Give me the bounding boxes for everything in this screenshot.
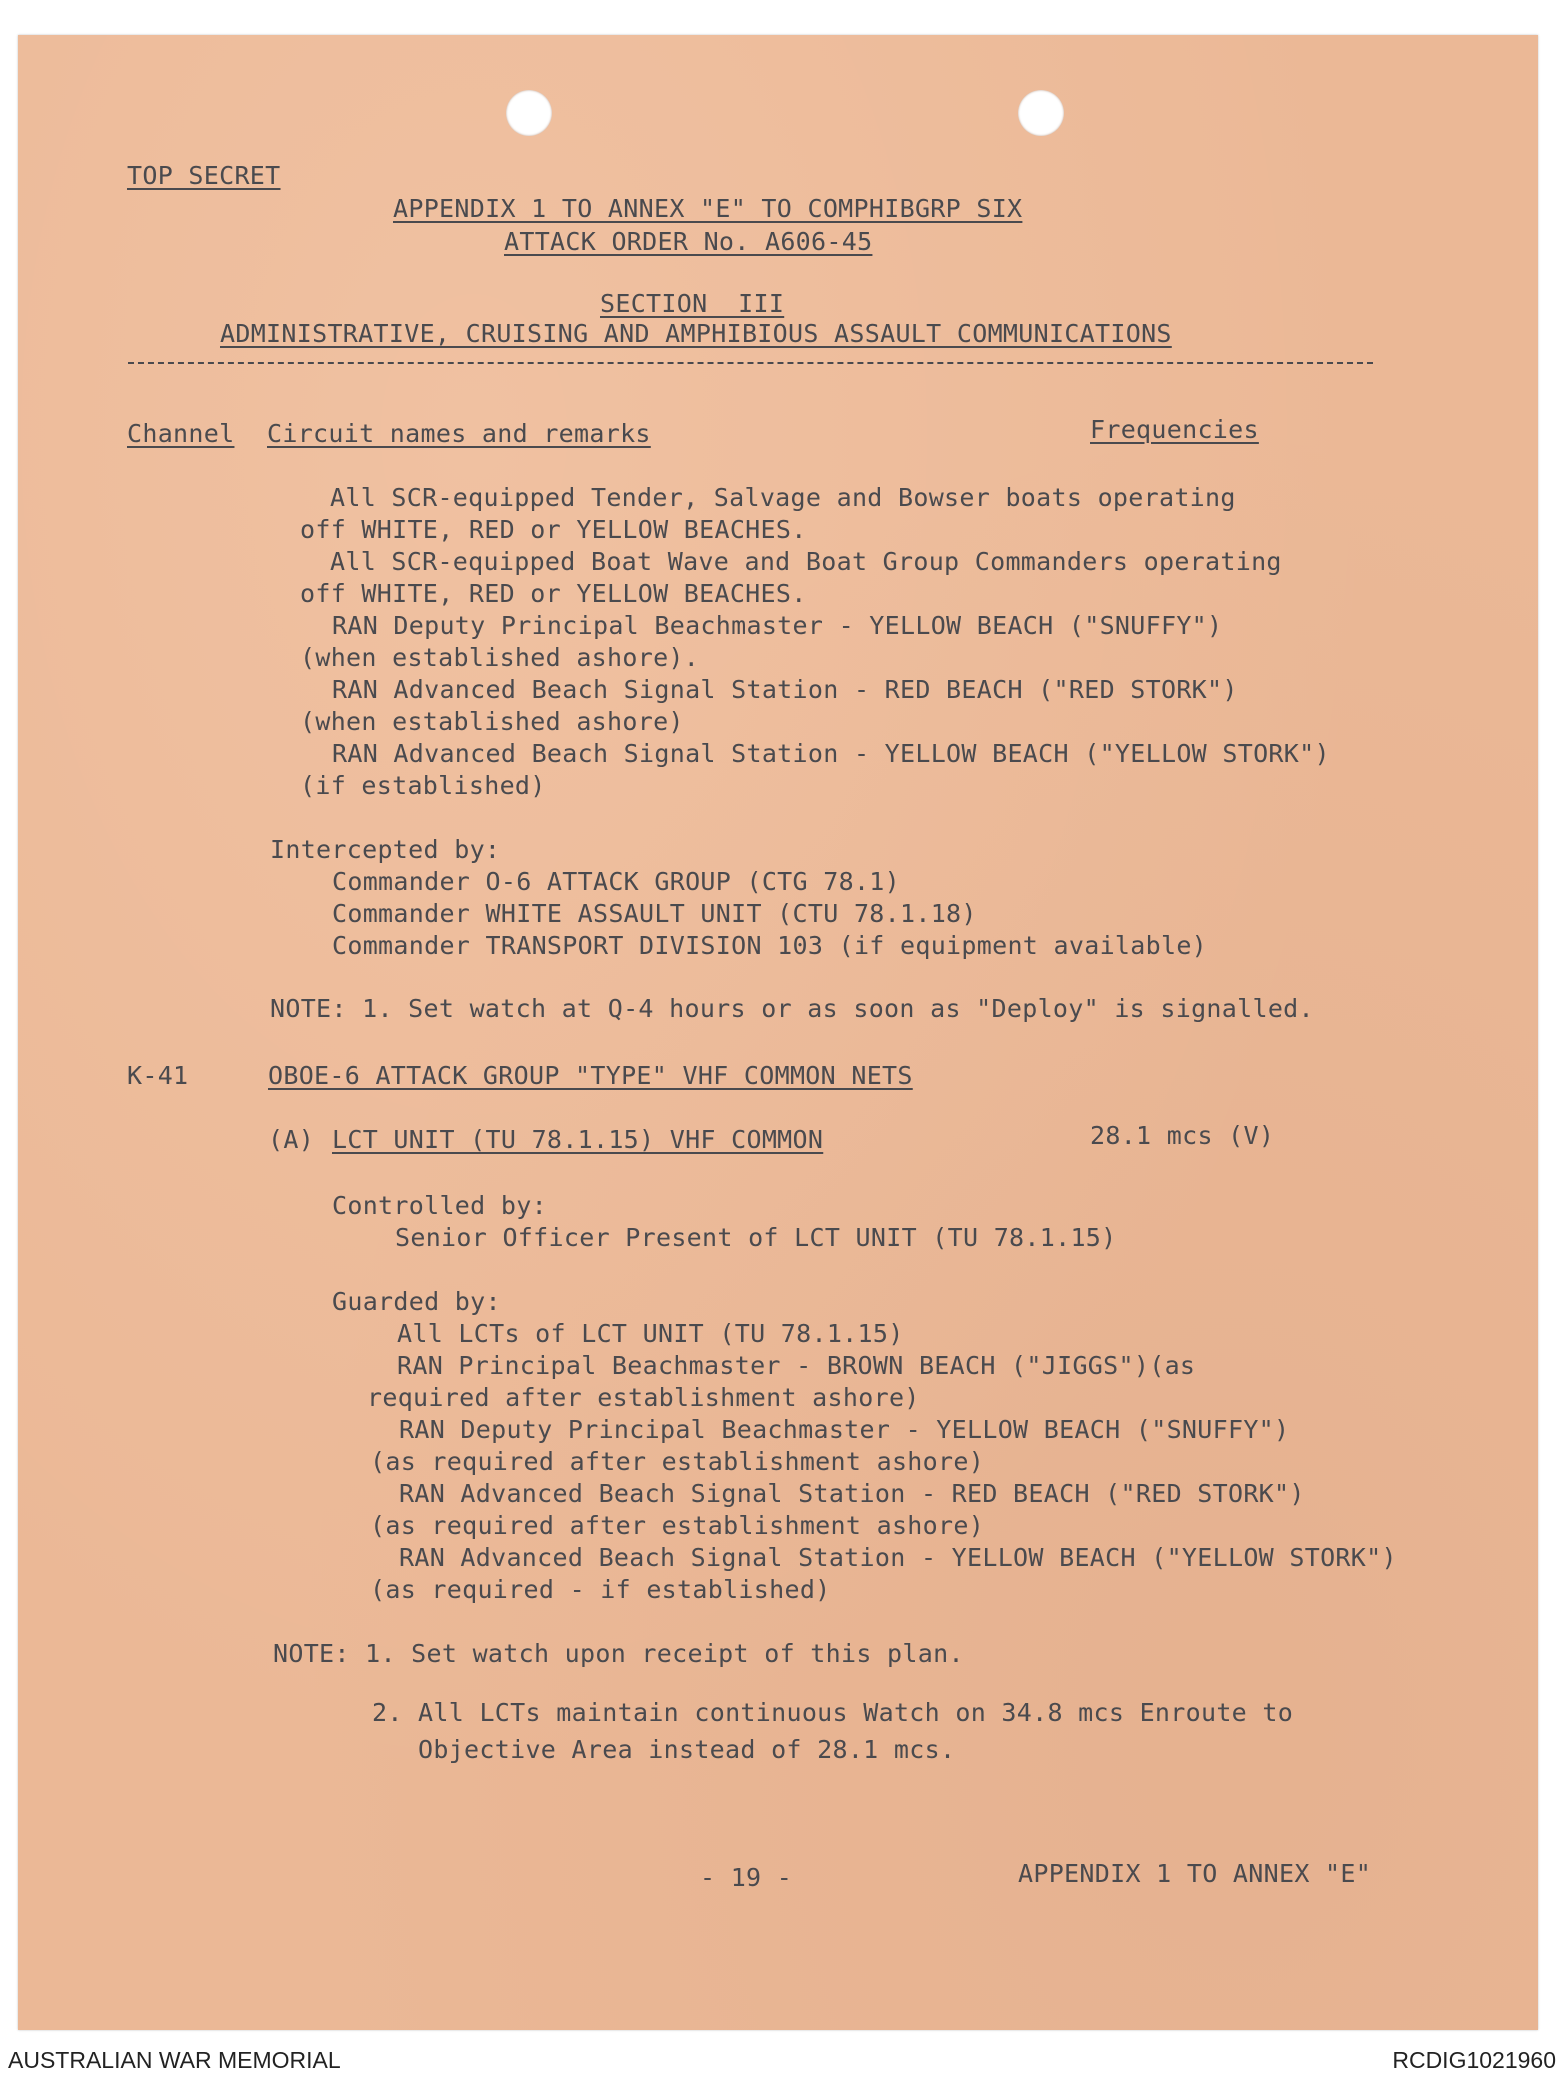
intercepted-line: Commander O-6 ATTACK GROUP (CTG 78.1) (332, 867, 900, 896)
guarded-line: (as required after establishment ashore) (370, 1511, 985, 1540)
block1-line: (if established) (300, 771, 546, 800)
note-receipt: NOTE: 1. Set watch upon receipt of this plan. (273, 1639, 964, 1668)
block1-line: All SCR-equipped Tender, Salvage and Bowser boats operating (330, 483, 1236, 512)
block1-line: (when established ashore). (300, 643, 700, 672)
block1-line: (when established ashore) (300, 707, 684, 736)
intercepted-label: Intercepted by: (270, 835, 501, 864)
archive-id: RCDIG1021960 (1392, 2047, 1556, 2073)
guarded-line: RAN Advanced Beach Signal Station - RED BEACH ("RED STORK") (399, 1479, 1305, 1508)
attack-order-title: ATTACK ORDER No. A606-45 (504, 227, 873, 256)
block1-line: off WHITE, RED or YELLOW BEACHES. (300, 579, 807, 608)
guarded-label: Guarded by: (332, 1287, 501, 1316)
k41-sub-title: LCT UNIT (TU 78.1.15) VHF COMMON (332, 1125, 824, 1154)
note-enroute-cont: Objective Area instead of 28.1 mcs. (418, 1735, 956, 1764)
guarded-line: (as required - if established) (370, 1575, 831, 1604)
k41-title: OBOE-6 ATTACK GROUP "TYPE" VHF COMMON NETS (268, 1061, 913, 1090)
channel-k41: K-41 (127, 1061, 189, 1090)
appendix-title: APPENDIX 1 TO ANNEX "E" TO COMPHIBGRP SIX (393, 194, 1023, 223)
k41-sub-prefix: (A) (268, 1125, 330, 1154)
archive-credit: AUSTRALIAN WAR MEMORIAL (8, 2047, 341, 2073)
page-number: - 19 - (700, 1863, 793, 1892)
column-channel: Channel (127, 419, 235, 448)
guarded-line: RAN Principal Beachmaster - BROWN BEACH ("JIGGS")(as (397, 1351, 1196, 1380)
block1-line: RAN Advanced Beach Signal Station - RED BEACH ("RED STORK") (332, 675, 1238, 704)
section-title: ADMINISTRATIVE, CRUISING AND AMPHIBIOUS ASSAULT COMMUNICATIONS (220, 319, 1172, 348)
guarded-line: RAN Advanced Beach Signal Station - YELLOW BEACH ("YELLOW STORK") (399, 1543, 1397, 1572)
punch-hole-left (506, 90, 552, 136)
guarded-line: required after establishment ashore) (367, 1383, 920, 1412)
block1-line: RAN Deputy Principal Beachmaster - YELLOW BEACH ("SNUFFY") (332, 611, 1223, 640)
intercepted-line: Commander WHITE ASSAULT UNIT (CTU 78.1.18) (332, 899, 977, 928)
controlled-line: Senior Officer Present of LCT UNIT (TU 78.1.15) (395, 1223, 1117, 1252)
punch-hole-right (1018, 90, 1064, 136)
dashed-divider (128, 362, 1373, 364)
block1-line: All SCR-equipped Boat Wave and Boat Group Commanders operating (330, 547, 1282, 576)
appendix-reference: APPENDIX 1 TO ANNEX "E" (1018, 1859, 1372, 1888)
block1-line: off WHITE, RED or YELLOW BEACHES. (300, 515, 807, 544)
k41-frequency: 28.1 mcs (V) (1090, 1121, 1275, 1150)
block1-line: RAN Advanced Beach Signal Station - YELLOW BEACH ("YELLOW STORK") (332, 739, 1330, 768)
intercepted-line: Commander TRANSPORT DIVISION 103 (if equipment available) (332, 931, 1208, 960)
guarded-line: All LCTs of LCT UNIT (TU 78.1.15) (397, 1319, 904, 1348)
note-enroute: 2. All LCTs maintain continuous Watch on 34.8 mcs Enroute to (372, 1698, 1294, 1727)
column-circuit: Circuit names and remarks (267, 419, 651, 448)
controlled-label: Controlled by: (332, 1191, 547, 1220)
section-number: SECTION III (600, 289, 785, 318)
note-deploy: NOTE: 1. Set watch at Q-4 hours or as soon as "Deploy" is signalled. (270, 994, 1314, 1023)
column-frequencies: Frequencies (1090, 415, 1259, 444)
guarded-line: RAN Deputy Principal Beachmaster - YELLOW BEACH ("SNUFFY") (399, 1415, 1290, 1444)
classification-label: TOP SECRET (127, 161, 281, 190)
guarded-line: (as required after establishment ashore) (370, 1447, 985, 1476)
